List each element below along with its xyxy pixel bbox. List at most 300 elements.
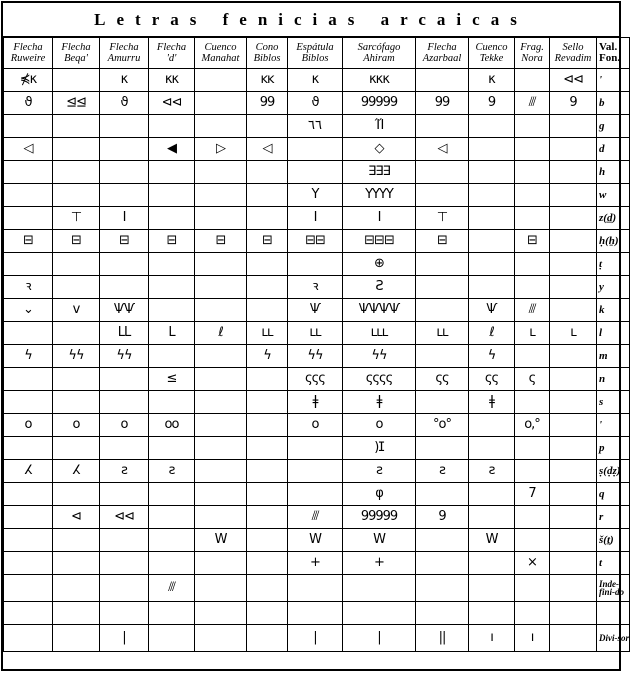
glyph-cell: ⊤ xyxy=(53,207,100,230)
glyph-cell: ϟϟ xyxy=(343,345,416,368)
table-row xyxy=(4,625,630,652)
glyph-cell xyxy=(149,115,195,138)
glyph-cell xyxy=(53,552,100,575)
glyph-cell: I xyxy=(343,207,416,230)
column-header-source: Cuenco xyxy=(204,42,237,53)
glyph-cell xyxy=(53,391,100,414)
glyph-cell xyxy=(550,575,597,602)
column-header xyxy=(416,38,469,69)
glyph-cell xyxy=(100,391,149,414)
glyph-cell: ı xyxy=(515,625,550,652)
glyph-cell xyxy=(416,391,469,414)
glyph-cell: ⊟ xyxy=(53,230,100,253)
glyph-cell xyxy=(469,115,515,138)
column-header-source: Flecha xyxy=(61,42,91,53)
glyph-cell xyxy=(550,253,597,276)
column-header-place: Ahiram xyxy=(363,53,395,64)
table-row xyxy=(4,437,630,460)
glyph-cell xyxy=(149,391,195,414)
glyph-cell xyxy=(195,115,247,138)
glyph-cell xyxy=(100,138,149,161)
glyph-cell xyxy=(195,552,247,575)
glyph-cell: ƨ xyxy=(469,460,515,483)
glyph-cell xyxy=(247,253,288,276)
glyph-cell xyxy=(550,552,597,575)
glyph-cell xyxy=(4,529,53,552)
glyph-cell xyxy=(515,506,550,529)
glyph-cell xyxy=(247,207,288,230)
column-header-source: Flecha xyxy=(156,42,187,53)
glyph-cell xyxy=(416,299,469,322)
table-row xyxy=(4,276,630,299)
glyph-cell xyxy=(469,602,515,625)
glyph-cell xyxy=(469,276,515,299)
glyph-cell xyxy=(288,483,343,506)
glyph-cell xyxy=(550,299,597,322)
glyph-cell xyxy=(550,414,597,437)
phonetic-value-cell: Divi-sor xyxy=(597,625,630,652)
glyph-cell xyxy=(149,602,195,625)
glyph-cell xyxy=(4,483,53,506)
glyph-cell: ◀ xyxy=(149,138,195,161)
glyph-cell: 99999 xyxy=(343,506,416,529)
glyph-cell xyxy=(469,483,515,506)
glyph-cell xyxy=(100,115,149,138)
glyph-cell xyxy=(100,437,149,460)
glyph-cell: ℓ xyxy=(469,322,515,345)
glyph-cell xyxy=(4,602,53,625)
glyph-cell: κ xyxy=(100,69,149,92)
glyph-cell: ςςς xyxy=(288,368,343,391)
glyph-cell xyxy=(247,368,288,391)
phonetic-value-header-line: Fon. xyxy=(599,52,621,64)
table-row xyxy=(4,161,630,184)
glyph-cell xyxy=(416,602,469,625)
glyph-cell xyxy=(416,253,469,276)
glyph-cell xyxy=(149,552,195,575)
glyph-cell: ʟʟ xyxy=(247,322,288,345)
glyph-cell xyxy=(515,161,550,184)
glyph-cell: 99 xyxy=(416,92,469,115)
table-row xyxy=(4,345,630,368)
glyph-cell xyxy=(149,207,195,230)
glyph-cell xyxy=(416,161,469,184)
column-header-source: Cono xyxy=(255,42,279,53)
glyph-cell xyxy=(195,391,247,414)
phonetic-value-cell: p xyxy=(597,437,630,460)
glyph-cell xyxy=(416,345,469,368)
glyph-cell xyxy=(469,207,515,230)
glyph-cell: ʟʟʟ xyxy=(343,322,416,345)
table-row xyxy=(4,414,630,437)
column-header-place: Tekke xyxy=(479,53,504,64)
glyph-cell: ƨ xyxy=(343,460,416,483)
glyph-cell xyxy=(195,345,247,368)
glyph-cell xyxy=(53,368,100,391)
glyph-cell: φ xyxy=(343,483,416,506)
glyph-cell xyxy=(4,575,53,602)
phonetic-value-cell: š(ṯ) xyxy=(597,529,630,552)
glyph-cell xyxy=(53,138,100,161)
phonetic-value-cell: Inde-fini-do xyxy=(597,575,630,602)
glyph-cell: ◁ xyxy=(4,138,53,161)
phonetic-value-cell: q xyxy=(597,483,630,506)
phonetic-value-cell: s xyxy=(597,391,630,414)
glyph-cell: W xyxy=(343,529,416,552)
column-header-source: Flecha xyxy=(109,42,139,53)
page-title: Letras fenicias arcaicas xyxy=(3,3,619,37)
glyph-cell: ςςςς xyxy=(343,368,416,391)
glyph-cell: ς xyxy=(515,368,550,391)
glyph-cell xyxy=(4,391,53,414)
glyph-cell xyxy=(288,138,343,161)
glyph-cell xyxy=(4,437,53,460)
column-header xyxy=(288,38,343,69)
glyph-cell xyxy=(4,552,53,575)
glyph-cell: ϟ xyxy=(4,345,53,368)
glyph-cell xyxy=(550,368,597,391)
phonetic-value-cell: ṭ xyxy=(597,253,630,276)
glyph-cell: ςς xyxy=(416,368,469,391)
glyph-cell: Ѱ xyxy=(288,299,343,322)
glyph-cell: ⊕ xyxy=(343,253,416,276)
column-header xyxy=(247,38,288,69)
glyph-cell xyxy=(149,161,195,184)
glyph-cell xyxy=(100,552,149,575)
glyph-cell xyxy=(195,368,247,391)
glyph-cell: ⫻ xyxy=(515,92,550,115)
glyph-cell: 99999 xyxy=(343,92,416,115)
column-header-place: Biblos xyxy=(253,53,281,64)
glyph-cell: ⊟⊟⊟ xyxy=(343,230,416,253)
glyph-cell: ▷ xyxy=(195,138,247,161)
glyph-cell: ǂ xyxy=(469,391,515,414)
glyph-cell xyxy=(247,437,288,460)
glyph-cell: ǂ xyxy=(343,391,416,414)
glyph-cell xyxy=(195,437,247,460)
column-header xyxy=(515,38,550,69)
glyph-cell xyxy=(53,161,100,184)
glyph-cell: ℓ xyxy=(195,322,247,345)
table-row xyxy=(4,602,630,625)
column-header-place: Ruweire xyxy=(10,53,46,64)
glyph-cell xyxy=(515,115,550,138)
glyph-cell xyxy=(247,299,288,322)
glyph-cell xyxy=(247,276,288,299)
column-header xyxy=(195,38,247,69)
glyph-cell xyxy=(100,276,149,299)
glyph-cell xyxy=(515,184,550,207)
table-body xyxy=(4,69,630,652)
column-header-place: Nora xyxy=(521,53,543,64)
glyph-cell xyxy=(247,161,288,184)
glyph-cell xyxy=(550,602,597,625)
glyph-cell xyxy=(195,575,247,602)
glyph-cell: ⊴⊴ xyxy=(53,92,100,115)
glyph-cell: ⊟ xyxy=(247,230,288,253)
table-row xyxy=(4,529,630,552)
column-header-place: Amurru xyxy=(107,53,141,64)
phonetic-value-header-line: Val. xyxy=(599,41,618,53)
table-row xyxy=(4,368,630,391)
glyph-cell: I xyxy=(100,207,149,230)
glyph-cell: | xyxy=(100,625,149,652)
glyph-cell: ⊟ xyxy=(195,230,247,253)
glyph-cell: 9 xyxy=(469,92,515,115)
glyph-cell xyxy=(195,625,247,652)
table-row xyxy=(4,184,630,207)
phonetic-value-cell: ' xyxy=(597,414,630,437)
glyph-cell xyxy=(195,276,247,299)
glyph-cell xyxy=(100,575,149,602)
glyph-cell xyxy=(4,625,53,652)
table-header-row xyxy=(4,38,630,69)
glyph-cell: ◇ xyxy=(343,138,416,161)
glyph-cell xyxy=(100,161,149,184)
glyph-cell xyxy=(469,230,515,253)
glyph-cell: Ƨ xyxy=(343,276,416,299)
glyph-cell xyxy=(550,115,597,138)
glyph-cell: ϟϟ xyxy=(100,345,149,368)
column-header xyxy=(149,38,195,69)
table-row xyxy=(4,230,630,253)
glyph-cell: ⋠κ xyxy=(4,69,53,92)
phonetic-value-cell: ' xyxy=(597,69,630,92)
table-row xyxy=(4,207,630,230)
glyph-cell: v xyxy=(53,299,100,322)
glyph-cell xyxy=(53,575,100,602)
glyph-cell xyxy=(416,575,469,602)
glyph-cell xyxy=(550,506,597,529)
glyph-cell xyxy=(247,575,288,602)
glyph-cell xyxy=(195,483,247,506)
glyph-cell xyxy=(515,253,550,276)
phonetic-value-cell: b xyxy=(597,92,630,115)
glyph-cell xyxy=(469,138,515,161)
glyph-cell xyxy=(469,575,515,602)
glyph-cell xyxy=(416,69,469,92)
phonetic-value-cell: t xyxy=(597,552,630,575)
glyph-cell: o xyxy=(343,414,416,437)
glyph-cell xyxy=(550,529,597,552)
phonetic-value-cell: w xyxy=(597,184,630,207)
glyph-cell: ǂ xyxy=(288,391,343,414)
glyph-cell: || xyxy=(416,625,469,652)
glyph-cell: ⊲⊲ xyxy=(149,92,195,115)
glyph-cell: ⫻ xyxy=(288,506,343,529)
glyph-cell xyxy=(515,460,550,483)
table-row xyxy=(4,391,630,414)
table-row xyxy=(4,460,630,483)
table-row xyxy=(4,253,630,276)
glyph-cell: I xyxy=(288,207,343,230)
glyph-cell: ٦٦ xyxy=(288,115,343,138)
glyph-cell: W xyxy=(469,529,515,552)
glyph-cell xyxy=(550,276,597,299)
glyph-cell xyxy=(149,506,195,529)
glyph-cell xyxy=(416,184,469,207)
glyph-cell: κ xyxy=(469,69,515,92)
glyph-cell xyxy=(247,115,288,138)
glyph-cell: ϟϟ xyxy=(53,345,100,368)
glyph-cell xyxy=(247,460,288,483)
phonetic-value-cell: h xyxy=(597,161,630,184)
glyph-cell xyxy=(195,161,247,184)
glyph-cell xyxy=(53,483,100,506)
glyph-cell: ϟ xyxy=(247,345,288,368)
glyph-cell xyxy=(100,602,149,625)
column-header-place: Biblos xyxy=(301,53,329,64)
table-row xyxy=(4,322,630,345)
glyph-cell xyxy=(195,207,247,230)
table-row xyxy=(4,575,630,602)
glyph-cell: ϟϟ xyxy=(288,345,343,368)
phonetic-value-cell: z(d̲) xyxy=(597,207,630,230)
glyph-cell xyxy=(4,322,53,345)
glyph-cell xyxy=(469,437,515,460)
glyph-cell xyxy=(550,625,597,652)
glyph-cell xyxy=(195,184,247,207)
glyph-cell xyxy=(288,253,343,276)
glyph-cell: YYYY xyxy=(343,184,416,207)
glyph-cell xyxy=(195,69,247,92)
glyph-cell xyxy=(550,460,597,483)
glyph-cell xyxy=(149,345,195,368)
column-header-place: Manahat xyxy=(201,53,240,64)
glyph-cell: ⊟ xyxy=(4,230,53,253)
glyph-cell xyxy=(53,253,100,276)
glyph-cell: Y xyxy=(288,184,343,207)
glyph-cell xyxy=(416,552,469,575)
column-header xyxy=(550,38,597,69)
glyph-cell: ƨ xyxy=(416,460,469,483)
glyph-cell: ı xyxy=(469,625,515,652)
glyph-cell xyxy=(515,345,550,368)
column-header xyxy=(469,38,515,69)
glyph-cell: o xyxy=(100,414,149,437)
column-header-source: Sarcófago xyxy=(357,42,401,53)
glyph-cell: ⊟⊟ xyxy=(288,230,343,253)
column-header-place: Beqa' xyxy=(64,53,88,64)
glyph-cell xyxy=(247,184,288,207)
glyph-cell xyxy=(515,391,550,414)
glyph-cell: ⌄ xyxy=(4,299,53,322)
glyph-cell xyxy=(195,602,247,625)
glyph-cell xyxy=(550,483,597,506)
phonetic-value-cell: ṣ(ḍẓ) xyxy=(597,460,630,483)
glyph-cell xyxy=(550,437,597,460)
glyph-cell xyxy=(53,69,100,92)
column-header-place: Revadim xyxy=(554,53,592,64)
phonetic-value-cell: g xyxy=(597,115,630,138)
glyph-cell: o,° xyxy=(515,414,550,437)
glyph-cell xyxy=(247,414,288,437)
glyph-cell: | xyxy=(288,625,343,652)
glyph-cell xyxy=(195,92,247,115)
column-header-source: Flecha xyxy=(427,42,457,53)
glyph-cell xyxy=(550,345,597,368)
glyph-cell xyxy=(288,460,343,483)
glyph-cell xyxy=(247,483,288,506)
glyph-cell: ꝛ xyxy=(4,276,53,299)
column-header-source: Sello xyxy=(562,42,584,53)
glyph-cell xyxy=(550,391,597,414)
glyph-cell xyxy=(4,253,53,276)
glyph-cell: ⵃ xyxy=(4,460,53,483)
glyph-cell xyxy=(469,552,515,575)
glyph-cell: ĸĸ xyxy=(247,69,288,92)
phonetic-value-cell: k xyxy=(597,299,630,322)
glyph-cell xyxy=(53,529,100,552)
glyph-cell xyxy=(149,437,195,460)
glyph-cell: + xyxy=(288,552,343,575)
glyph-cell xyxy=(416,437,469,460)
glyph-cell xyxy=(288,602,343,625)
glyph-cell xyxy=(343,602,416,625)
column-header-source: Cuenco xyxy=(475,42,508,53)
glyph-cell: ⫻ xyxy=(515,299,550,322)
glyph-cell: 99 xyxy=(247,92,288,115)
table-row xyxy=(4,138,630,161)
glyph-cell: W xyxy=(288,529,343,552)
glyph-cell xyxy=(343,575,416,602)
column-header xyxy=(100,38,149,69)
glyph-cell xyxy=(416,115,469,138)
glyph-cell: oo xyxy=(149,414,195,437)
glyph-cell: W xyxy=(195,529,247,552)
phonetic-value-cell xyxy=(597,602,630,625)
glyph-cell xyxy=(416,529,469,552)
glyph-cell xyxy=(288,161,343,184)
phonetic-value-cell: n xyxy=(597,368,630,391)
glyph-cell xyxy=(550,138,597,161)
glyph-cell xyxy=(550,184,597,207)
glyph-cell xyxy=(195,460,247,483)
glyph-cell: LL xyxy=(100,322,149,345)
glyph-cell: o xyxy=(4,414,53,437)
glyph-cell: ⊟ xyxy=(515,230,550,253)
glyph-cell xyxy=(149,253,195,276)
glyph-cell xyxy=(4,368,53,391)
glyph-cell xyxy=(4,207,53,230)
glyph-cell: ΊΊ xyxy=(343,115,416,138)
glyph-cell: ϑ xyxy=(288,92,343,115)
glyph-cell xyxy=(515,602,550,625)
column-header-source: Espátula xyxy=(296,42,334,53)
glyph-cell xyxy=(469,414,515,437)
glyph-cell xyxy=(149,483,195,506)
glyph-cell xyxy=(53,184,100,207)
column-header-source: Flecha xyxy=(13,42,43,53)
glyph-cell: × xyxy=(515,552,550,575)
glyph-cell: ⊲⊲ xyxy=(100,506,149,529)
glyph-cell xyxy=(4,115,53,138)
glyph-cell xyxy=(247,391,288,414)
glyph-cell xyxy=(515,207,550,230)
glyph-cell: Ѱ xyxy=(469,299,515,322)
glyph-cell: ϟ xyxy=(469,345,515,368)
table-row xyxy=(4,69,630,92)
glyph-cell xyxy=(515,437,550,460)
glyph-cell xyxy=(515,529,550,552)
glyph-cell: ʟ xyxy=(515,322,550,345)
glyph-cell xyxy=(247,552,288,575)
glyph-cell: ◁ xyxy=(416,138,469,161)
glyph-cell xyxy=(550,230,597,253)
column-header-source: Frag. xyxy=(520,42,544,53)
glyph-cell: ƨ xyxy=(100,460,149,483)
glyph-cell xyxy=(288,437,343,460)
